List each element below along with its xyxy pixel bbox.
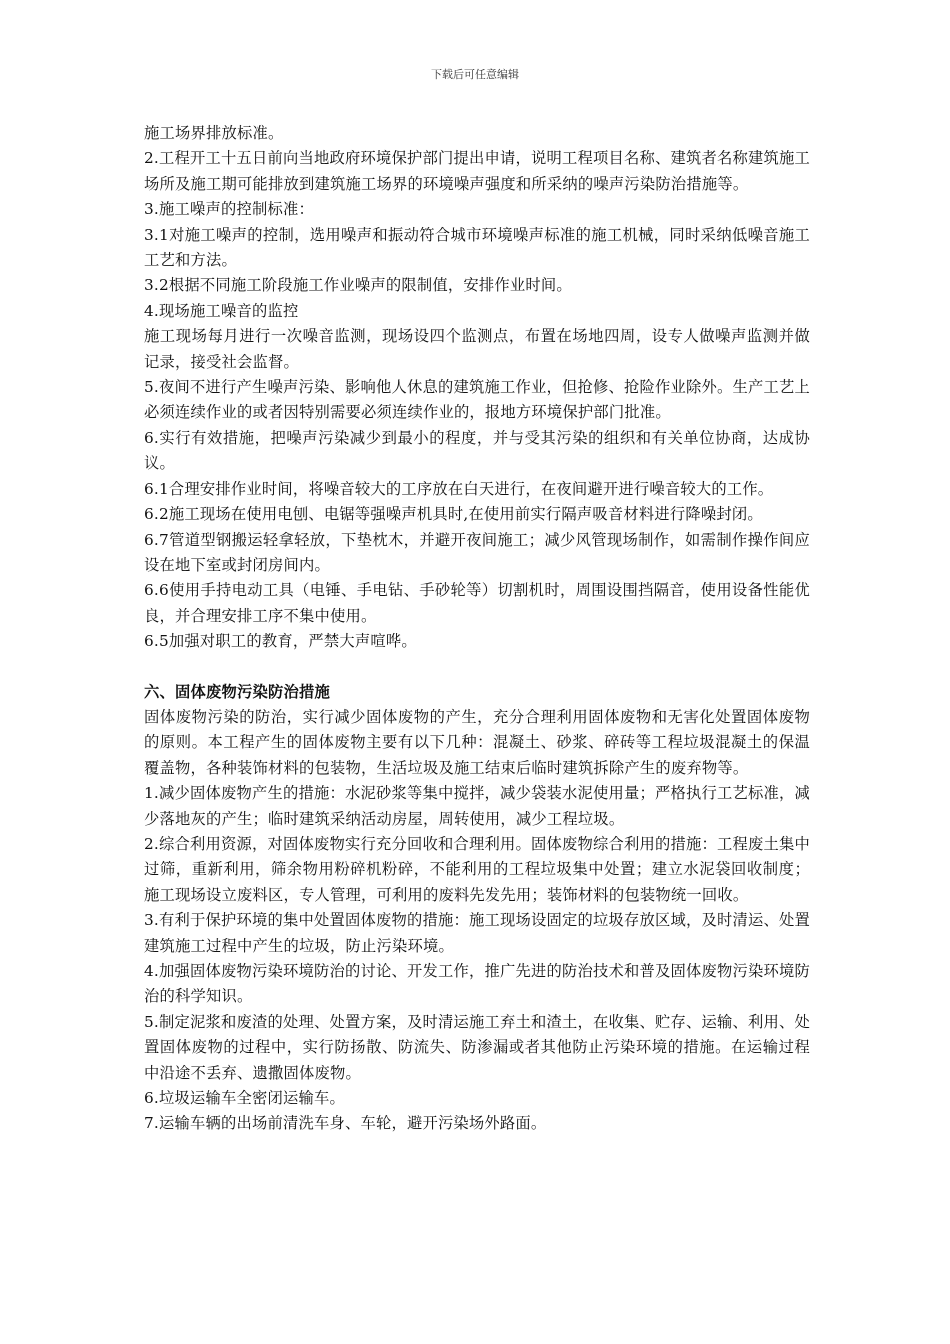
paragraph: 6.2施工现场在使用电刨、电锯等强噪声机具时,在使用前实行隔声吸音材料进行降噪封闭。 (144, 505, 763, 524)
paragraph: 4.现场施工噪音的监控 (144, 301, 299, 320)
section-gap (144, 655, 810, 680)
paragraph: 施工现场每月进行一次噪音监测，现场设四个监测点，布置在场地四周，设专人做噪声监测并做记录，接受社会监督。 (144, 327, 810, 371)
paragraph: 4.加强固体废物污染环境防治的讨论、开发工作，推广先进的防治技术和普及固体废物污染环境防治的科学知识。 (144, 962, 810, 1006)
paragraph: 固体废物污染的防治，实行减少固体废物的产生，充分合理利用固体废物和无害化处置固体废物的原则。本工程产生的固体废物主要有以下几种：混凝土、砂浆、碎砖等工程垃圾混凝土的保温覆盖物，各种装饰材料的包装物，生活垃圾及施工结束后临时建筑拆除产生的废弃物等。 (144, 707, 810, 777)
section-heading: 六、固体废物污染防治措施 (144, 682, 330, 701)
paragraph: 3.2根据不同施工阶段施工作业噪声的限制值，安排作业时间。 (144, 276, 572, 295)
paragraph: 3.1对施工噪声的控制，选用噪声和振动符合城市环境噪声标准的施工机械，同时采纳低噪音施工工艺和方法。 (144, 225, 810, 270)
paragraph: 2.综合利用资源，对固体废物实行充分回收和合理利用。固体废物综合利用的措施：工程废土集中过筛，重新利用，筛余物用粉碎机粉碎，不能利用的工程垃圾集中处置；建立水泥袋回收制度；施工现场设立废料区，专人管理，可利用的废料先发先用；装饰材料的包装物统一回收。 (144, 834, 810, 904)
paragraph: 6.1合理安排作业时间，将噪音较大的工序放在白天进行，在夜间避开进行噪音较大的工作。 (144, 479, 774, 498)
paragraph: 3.施工噪声的控制标准： (144, 200, 314, 219)
paragraph: 2.工程开工十五日前向当地政府环境保护部门提出申请，说明工程项目名称、建筑者名称建筑施工场所及施工期可能排放到建筑施工场界的环境噪声强度和所采纳的噪声污染防治措施等。 (144, 149, 810, 193)
paragraph: 6.实行有效措施，把噪声污染减少到最小的程度，并与受其污染的组织和有关单位协商，达成协议。 (144, 428, 810, 473)
paragraph: 1.减少固体废物产生的措施：水泥砂浆等集中搅拌，减少袋装水泥使用量；严格执行工艺标准，减少落地灰的产生；临时建筑采纳活动房屋，周转使用，减少工程垃圾。 (144, 784, 810, 828)
paragraph: 7.运输车辆的出场前清洗车身、车轮，避开污染场外路面。 (144, 1114, 547, 1133)
paragraph: 6.7管道型钢搬运轻拿轻放，下垫枕木，并避开夜间施工；减少风管现场制作，如需制作操作间应设在地下室或封闭房间内。 (144, 530, 810, 574)
document-body (144, 121, 810, 1137)
page-header: 下载后可任意编辑 (431, 68, 519, 81)
paragraph: 6.垃圾运输车全密闭运输车。 (144, 1089, 345, 1108)
paragraph: 5.制定泥浆和废渣的处理、处置方案，及时清运施工弃土和渣土，在收集、贮存、运输、利用、处置固体废物的过程中，实行防扬散、防流失、防渗漏或者其他防止污染环境的措施。在运输过程中沿途不丢弃、遗撒固体废物。 (144, 1012, 810, 1082)
paragraph: 6.6使用手持电动工具（电锤、手电钻、手砂轮等）切割机时，周围设围挡隔音，使用设备性能优良，并合理安排工序不集中使用。 (144, 581, 810, 625)
paragraph: 施工场界排放标准。 (144, 124, 284, 142)
paragraph: 3.有利于保护环境的集中处置固体废物的措施：施工现场设固定的垃圾存放区域，及时清运、处置建筑施工过程中产生的垃圾，防止污染环境。 (144, 911, 810, 955)
paragraph: 5.夜间不进行产生噪声污染、影响他人休息的建筑施工作业，但抢修、抢险作业除外。生产工艺上必须连续作业的或者因特别需要必须连续作业的，报地方环境保护部门批准。 (144, 378, 810, 422)
paragraph: 6.5加强对职工的教育，严禁大声喧哗。 (144, 632, 417, 651)
